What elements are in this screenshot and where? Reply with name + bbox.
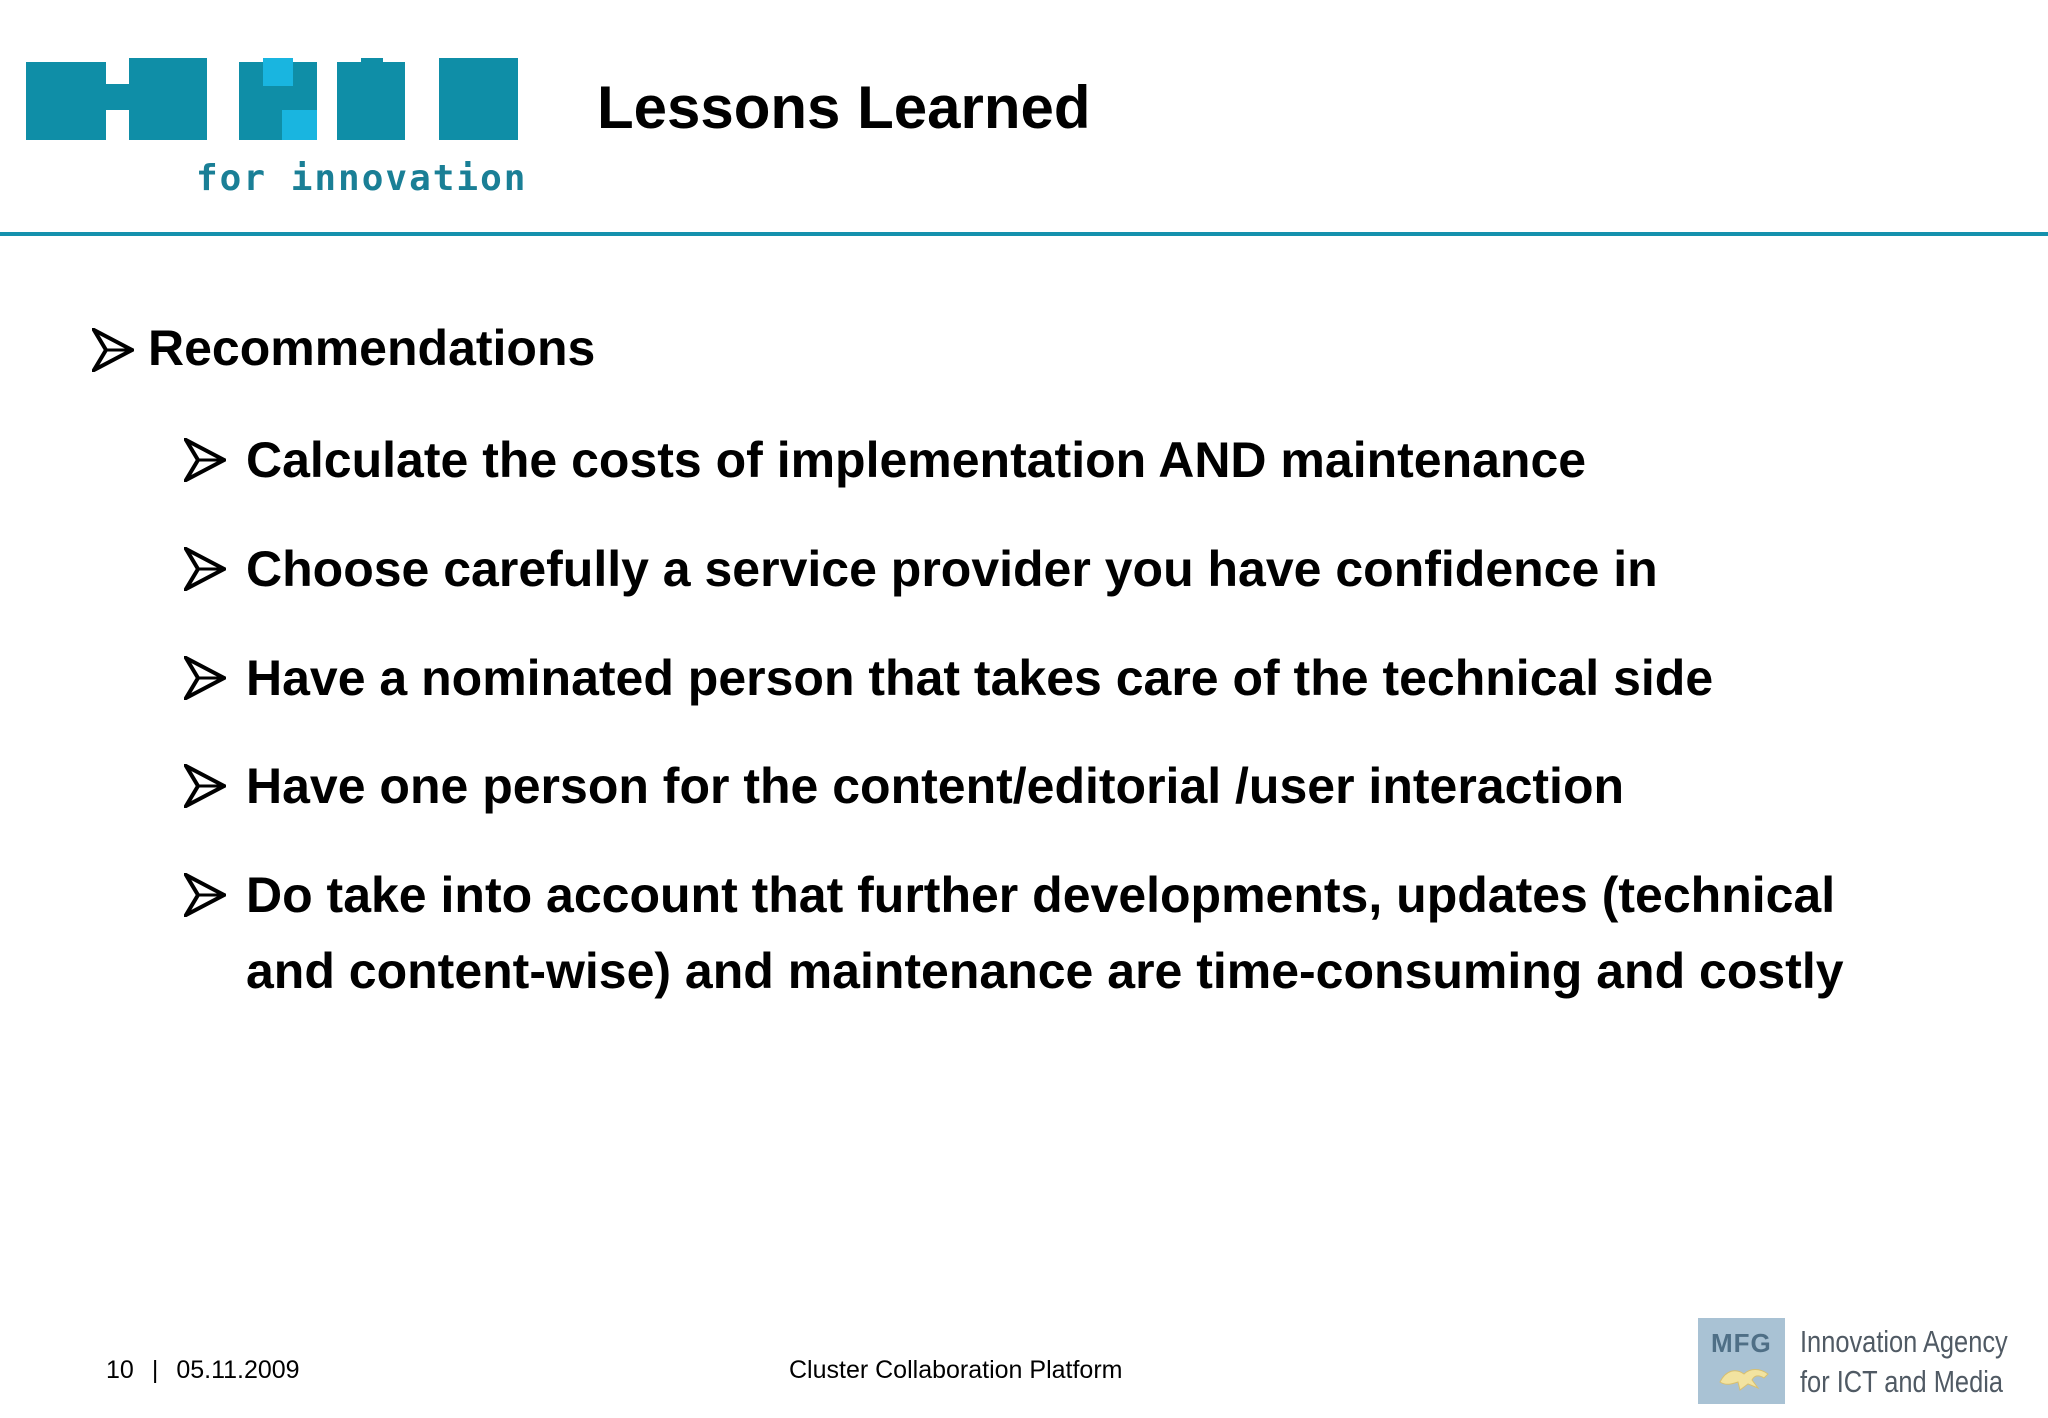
list-item-text-line: and content-wise) and maintenance are time-consuming and costly xyxy=(246,943,1844,999)
arrow-bullet-icon xyxy=(184,764,226,808)
mfg-abbrev: MFG xyxy=(1711,1328,1772,1358)
list-item xyxy=(184,422,1586,498)
agency-line-1: Innovation Agency xyxy=(1800,1324,2008,1359)
list-item xyxy=(184,531,1658,607)
page-number: 10 xyxy=(106,1356,134,1384)
logo xyxy=(26,58,526,208)
arrow-bullet-icon xyxy=(184,656,226,700)
footer-title: Cluster Collaboration Platform xyxy=(789,1356,1123,1384)
mfg-logo xyxy=(1698,1318,1785,1404)
lion-emblem-icon xyxy=(1718,1364,1770,1394)
list-item-text: Calculate the costs of implementation AND maintenance xyxy=(246,432,1587,488)
recommendations-heading: Recommendations xyxy=(148,320,596,376)
list-item-text-line: Do take into account that further developments, updates (technical xyxy=(246,867,1836,923)
list-item-text: Have a nominated person that takes care of the technical side xyxy=(246,650,1714,706)
header-divider xyxy=(0,232,2048,236)
list-item xyxy=(184,748,1624,824)
logo-tagline: for innovation xyxy=(196,158,528,199)
agency-name xyxy=(1800,1322,2008,1402)
arrow-bullet-icon xyxy=(184,438,226,482)
footer-separator: | xyxy=(151,1356,159,1384)
list-item-multiline xyxy=(246,857,1844,1009)
list-item xyxy=(184,640,1713,716)
footer-page-info xyxy=(106,1356,300,1385)
arrow-bullet-icon xyxy=(184,873,226,917)
list-item-text: Have one person for the content/editorial /user interaction xyxy=(246,758,1625,814)
arrow-bullet-icon xyxy=(92,328,134,372)
footer-date: 05.11.2009 xyxy=(176,1356,300,1384)
agency-line-2: for ICT and Media xyxy=(1800,1364,2003,1399)
list-heading xyxy=(92,310,595,386)
page-title: Lessons Learned xyxy=(597,74,1091,141)
arrow-bullet-icon xyxy=(184,547,226,591)
list-item xyxy=(184,857,1844,1009)
list-item-text: Choose carefully a service provider you have confidence in xyxy=(246,541,1658,597)
